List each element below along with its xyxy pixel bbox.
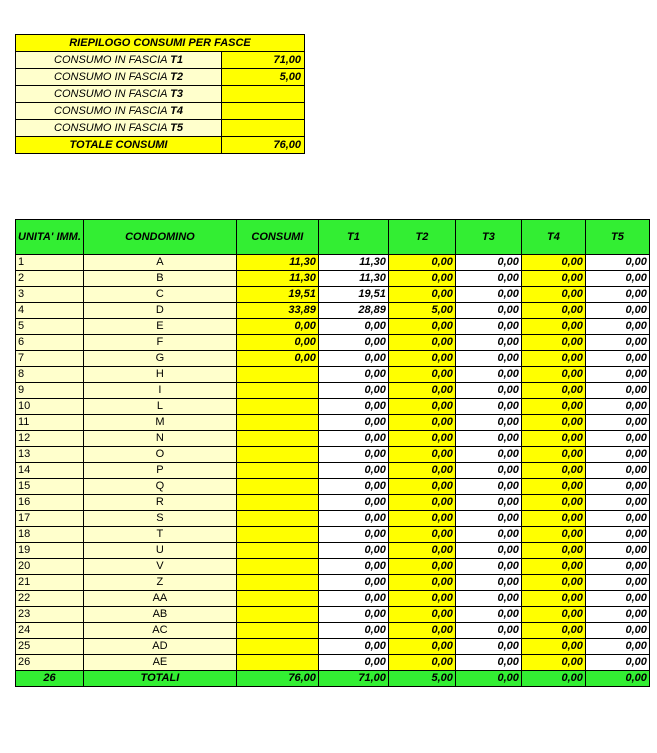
cell-t2[interactable]: 0,00 — [388, 575, 455, 591]
cell-t5[interactable]: 0,00 — [585, 511, 649, 527]
cell-t2[interactable]: 0,00 — [388, 543, 455, 559]
cell-t4[interactable]: 0,00 — [521, 319, 585, 335]
cell-t3[interactable]: 0,00 — [455, 383, 521, 399]
cell-unit[interactable]: 21 — [16, 575, 84, 591]
cell-condomino[interactable]: D — [83, 303, 236, 319]
cell-t4[interactable]: 0,00 — [521, 511, 585, 527]
cell-unit[interactable]: 9 — [16, 383, 84, 399]
cell-t3[interactable]: 0,00 — [455, 575, 521, 591]
cell-unit[interactable]: 3 — [16, 287, 84, 303]
summary-label[interactable]: CONSUMO IN FASCIA T3 — [16, 86, 222, 103]
cell-consumi[interactable] — [236, 447, 318, 463]
cell-t4[interactable]: 0,00 — [521, 431, 585, 447]
cell-consumi[interactable] — [236, 655, 318, 671]
cell-unit[interactable]: 1 — [16, 255, 84, 271]
totals-t4[interactable]: 0,00 — [521, 671, 585, 687]
cell-t1[interactable]: 0,00 — [318, 639, 388, 655]
cell-consumi[interactable]: 19,51 — [236, 287, 318, 303]
cell-t1[interactable]: 0,00 — [318, 431, 388, 447]
cell-t4[interactable]: 0,00 — [521, 575, 585, 591]
cell-t4[interactable]: 0,00 — [521, 383, 585, 399]
cell-t1[interactable]: 0,00 — [318, 479, 388, 495]
summary-row — [16, 86, 305, 103]
summary-label[interactable]: CONSUMO IN FASCIA T4 — [16, 103, 222, 120]
cell-condomino[interactable]: G — [83, 351, 236, 367]
cell-t1[interactable]: 0,00 — [318, 383, 388, 399]
cell-t5[interactable]: 0,00 — [585, 383, 649, 399]
totals-consumi[interactable]: 76,00 — [236, 671, 318, 687]
cell-condomino[interactable]: AD — [83, 639, 236, 655]
summary-row — [16, 120, 305, 137]
table-row — [16, 559, 650, 575]
header-row — [16, 220, 650, 255]
cell-t5[interactable]: 0,00 — [585, 479, 649, 495]
header-t5[interactable]: T5 — [585, 220, 649, 255]
cell-unit[interactable]: 8 — [16, 367, 84, 383]
table-row — [16, 463, 650, 479]
cell-t3[interactable]: 0,00 — [455, 543, 521, 559]
cell-t5[interactable]: 0,00 — [585, 415, 649, 431]
cell-unit[interactable]: 23 — [16, 607, 84, 623]
cell-t3[interactable]: 0,00 — [455, 511, 521, 527]
table-row — [16, 639, 650, 655]
totals-row — [16, 671, 650, 687]
cell-t4[interactable]: 0,00 — [521, 559, 585, 575]
cell-t4[interactable]: 0,00 — [521, 655, 585, 671]
table-row — [16, 431, 650, 447]
cell-consumi[interactable] — [236, 575, 318, 591]
cell-unit[interactable]: 4 — [16, 303, 84, 319]
table-row — [16, 399, 650, 415]
cell-condomino[interactable]: AE — [83, 655, 236, 671]
cell-t5[interactable]: 0,00 — [585, 655, 649, 671]
cell-t3[interactable]: 0,00 — [455, 623, 521, 639]
cell-t2[interactable]: 0,00 — [388, 511, 455, 527]
cell-condomino[interactable]: E — [83, 319, 236, 335]
cell-t3[interactable]: 0,00 — [455, 639, 521, 655]
cell-condomino[interactable]: T — [83, 527, 236, 543]
cell-t1[interactable]: 0,00 — [318, 335, 388, 351]
summary-label[interactable]: CONSUMO IN FASCIA T5 — [16, 120, 222, 137]
cell-t5[interactable]: 0,00 — [585, 623, 649, 639]
summary-table — [15, 34, 305, 154]
cell-t1[interactable]: 0,00 — [318, 623, 388, 639]
cell-t4[interactable]: 0,00 — [521, 607, 585, 623]
cell-unit[interactable]: 26 — [16, 655, 84, 671]
cell-t4[interactable]: 0,00 — [521, 639, 585, 655]
cell-t5[interactable]: 0,00 — [585, 575, 649, 591]
cell-t4[interactable]: 0,00 — [521, 271, 585, 287]
cell-unit[interactable]: 11 — [16, 415, 84, 431]
cell-t3[interactable]: 0,00 — [455, 431, 521, 447]
cell-t5[interactable]: 0,00 — [585, 319, 649, 335]
cell-unit[interactable]: 17 — [16, 511, 84, 527]
cell-unit[interactable]: 10 — [16, 399, 84, 415]
header-condomino[interactable]: CONDOMINO — [83, 220, 236, 255]
cell-t2[interactable]: 0,00 — [388, 431, 455, 447]
cell-consumi[interactable]: 33,89 — [236, 303, 318, 319]
cell-t5[interactable]: 0,00 — [585, 591, 649, 607]
cell-t5[interactable]: 0,00 — [585, 543, 649, 559]
cell-t3[interactable]: 0,00 — [455, 319, 521, 335]
cell-condomino[interactable]: AB — [83, 607, 236, 623]
summary-value[interactable] — [222, 103, 305, 120]
cell-t1[interactable]: 0,00 — [318, 607, 388, 623]
cell-t2[interactable]: 0,00 — [388, 287, 455, 303]
cell-t2[interactable]: 0,00 — [388, 495, 455, 511]
cell-t2[interactable]: 0,00 — [388, 255, 455, 271]
cell-t2[interactable]: 0,00 — [388, 367, 455, 383]
cell-condomino[interactable]: I — [83, 383, 236, 399]
cell-t3[interactable]: 0,00 — [455, 335, 521, 351]
cell-t2[interactable]: 0,00 — [388, 351, 455, 367]
cell-unit[interactable]: 22 — [16, 591, 84, 607]
totals-t1[interactable]: 71,00 — [318, 671, 388, 687]
cell-t5[interactable]: 0,00 — [585, 287, 649, 303]
cell-t1[interactable]: 0,00 — [318, 367, 388, 383]
cell-consumi[interactable] — [236, 559, 318, 575]
cell-t1[interactable]: 0,00 — [318, 655, 388, 671]
cell-t2[interactable]: 5,00 — [388, 303, 455, 319]
cell-t2[interactable]: 0,00 — [388, 383, 455, 399]
cell-consumi[interactable] — [236, 415, 318, 431]
cell-t1[interactable]: 0,00 — [318, 415, 388, 431]
cell-t3[interactable]: 0,00 — [455, 527, 521, 543]
summary-row — [16, 52, 305, 69]
summary-total-value[interactable]: 76,00 — [222, 137, 305, 154]
table-row — [16, 351, 650, 367]
cell-t4[interactable]: 0,00 — [521, 415, 585, 431]
cell-condomino[interactable]: R — [83, 495, 236, 511]
cell-condomino[interactable]: N — [83, 431, 236, 447]
cell-t2[interactable]: 0,00 — [388, 639, 455, 655]
table-row — [16, 287, 650, 303]
table-row — [16, 575, 650, 591]
cell-t1[interactable]: 0,00 — [318, 543, 388, 559]
cell-t2[interactable]: 0,00 — [388, 319, 455, 335]
cell-t5[interactable]: 0,00 — [585, 607, 649, 623]
table-row — [16, 447, 650, 463]
fascia-code: T3 — [170, 88, 183, 100]
cell-t2[interactable]: 0,00 — [388, 655, 455, 671]
cell-t3[interactable]: 0,00 — [455, 367, 521, 383]
cell-unit[interactable]: 5 — [16, 319, 84, 335]
cell-condomino[interactable]: AC — [83, 623, 236, 639]
summary-value[interactable]: 5,00 — [222, 69, 305, 86]
cell-t1[interactable]: 19,51 — [318, 287, 388, 303]
cell-t3[interactable]: 0,00 — [455, 399, 521, 415]
table-row — [16, 367, 650, 383]
totals-label[interactable]: TOTALI — [83, 671, 236, 687]
cell-t3[interactable]: 0,00 — [455, 303, 521, 319]
cell-t2[interactable]: 0,00 — [388, 415, 455, 431]
cell-t1[interactable]: 0,00 — [318, 591, 388, 607]
cell-condomino[interactable]: V — [83, 559, 236, 575]
cell-t4[interactable]: 0,00 — [521, 543, 585, 559]
cell-t1[interactable]: 0,00 — [318, 495, 388, 511]
totals-t2[interactable]: 5,00 — [388, 671, 455, 687]
cell-t2[interactable]: 0,00 — [388, 607, 455, 623]
cell-t5[interactable]: 0,00 — [585, 447, 649, 463]
cell-t2[interactable]: 0,00 — [388, 623, 455, 639]
summary-label[interactable]: CONSUMO IN FASCIA T1 — [16, 52, 222, 69]
cell-t2[interactable]: 0,00 — [388, 463, 455, 479]
cell-consumi[interactable]: 0,00 — [236, 335, 318, 351]
cell-consumi[interactable]: 11,30 — [236, 255, 318, 271]
cell-t3[interactable]: 0,00 — [455, 591, 521, 607]
cell-t5[interactable]: 0,00 — [585, 639, 649, 655]
cell-t1[interactable]: 28,89 — [318, 303, 388, 319]
cell-t2[interactable]: 0,00 — [388, 399, 455, 415]
cell-condomino[interactable]: H — [83, 367, 236, 383]
cell-t5[interactable]: 0,00 — [585, 367, 649, 383]
totals-unit[interactable]: 26 — [16, 671, 84, 687]
cell-condomino[interactable]: F — [83, 335, 236, 351]
cell-t1[interactable]: 0,00 — [318, 511, 388, 527]
cell-t5[interactable]: 0,00 — [585, 303, 649, 319]
fascia-code: T1 — [170, 54, 183, 66]
cell-t5[interactable]: 0,00 — [585, 351, 649, 367]
cell-t1[interactable]: 0,00 — [318, 319, 388, 335]
cell-unit[interactable]: 25 — [16, 639, 84, 655]
cell-condomino[interactable]: M — [83, 415, 236, 431]
cell-t4[interactable]: 0,00 — [521, 287, 585, 303]
table-row — [16, 335, 650, 351]
cell-unit[interactable]: 19 — [16, 543, 84, 559]
table-row — [16, 303, 650, 319]
cell-unit[interactable]: 2 — [16, 271, 84, 287]
cell-unit[interactable]: 12 — [16, 431, 84, 447]
cell-t5[interactable]: 0,00 — [585, 271, 649, 287]
table-row — [16, 255, 650, 271]
cell-t2[interactable]: 0,00 — [388, 271, 455, 287]
cell-consumi[interactable] — [236, 495, 318, 511]
cell-condomino[interactable]: S — [83, 511, 236, 527]
cell-t4[interactable]: 0,00 — [521, 527, 585, 543]
table-row — [16, 591, 650, 607]
cell-condomino[interactable]: AA — [83, 591, 236, 607]
table-row — [16, 415, 650, 431]
cell-condomino[interactable]: Z — [83, 575, 236, 591]
cell-consumi[interactable] — [236, 431, 318, 447]
cell-consumi[interactable] — [236, 591, 318, 607]
cell-t3[interactable]: 0,00 — [455, 559, 521, 575]
cell-t3[interactable]: 0,00 — [455, 415, 521, 431]
cell-t2[interactable]: 0,00 — [388, 479, 455, 495]
cell-t3[interactable]: 0,00 — [455, 607, 521, 623]
header-t1[interactable]: T1 — [318, 220, 388, 255]
cell-t1[interactable]: 11,30 — [318, 255, 388, 271]
summary-value[interactable] — [222, 120, 305, 137]
cell-t4[interactable]: 0,00 — [521, 335, 585, 351]
summary-value[interactable]: 71,00 — [222, 52, 305, 69]
cell-t3[interactable]: 0,00 — [455, 447, 521, 463]
cell-unit[interactable]: 7 — [16, 351, 84, 367]
header-consumi[interactable]: CONSUMI — [236, 220, 318, 255]
cell-consumi[interactable]: 11,30 — [236, 271, 318, 287]
cell-t4[interactable]: 0,00 — [521, 495, 585, 511]
cell-unit[interactable]: 15 — [16, 479, 84, 495]
table-row — [16, 623, 650, 639]
cell-condomino[interactable]: A — [83, 255, 236, 271]
table-row — [16, 527, 650, 543]
cell-t5[interactable]: 0,00 — [585, 463, 649, 479]
cell-t1[interactable]: 0,00 — [318, 575, 388, 591]
cell-t4[interactable]: 0,00 — [521, 479, 585, 495]
table-row — [16, 543, 650, 559]
summary-total-row — [16, 137, 305, 154]
cell-condomino[interactable]: Q — [83, 479, 236, 495]
summary-total-label[interactable]: TOTALE CONSUMI — [16, 137, 222, 154]
summary-row — [16, 103, 305, 120]
cell-t5[interactable]: 0,00 — [585, 431, 649, 447]
cell-unit[interactable]: 18 — [16, 527, 84, 543]
cell-t3[interactable]: 0,00 — [455, 479, 521, 495]
cell-t5[interactable]: 0,00 — [585, 527, 649, 543]
cell-t2[interactable]: 0,00 — [388, 447, 455, 463]
cell-t2[interactable]: 0,00 — [388, 335, 455, 351]
table-row — [16, 479, 650, 495]
cell-unit[interactable]: 20 — [16, 559, 84, 575]
cell-consumi[interactable] — [236, 367, 318, 383]
cell-t4[interactable]: 0,00 — [521, 303, 585, 319]
summary-label[interactable]: CONSUMO IN FASCIA T2 — [16, 69, 222, 86]
cell-condomino[interactable]: P — [83, 463, 236, 479]
header-unit[interactable]: UNITA' IMM. — [16, 220, 84, 255]
cell-t3[interactable]: 0,00 — [455, 495, 521, 511]
cell-t2[interactable]: 0,00 — [388, 559, 455, 575]
table-row — [16, 495, 650, 511]
summary-title: RIEPILOGO CONSUMI PER FASCE — [16, 35, 305, 52]
cell-consumi[interactable] — [236, 639, 318, 655]
cell-consumi[interactable] — [236, 527, 318, 543]
cell-t5[interactable]: 0,00 — [585, 559, 649, 575]
cell-t5[interactable]: 0,00 — [585, 399, 649, 415]
cell-t3[interactable]: 0,00 — [455, 351, 521, 367]
cell-t1[interactable]: 0,00 — [318, 351, 388, 367]
cell-t4[interactable]: 0,00 — [521, 591, 585, 607]
cell-condomino[interactable]: C — [83, 287, 236, 303]
cell-t3[interactable]: 0,00 — [455, 287, 521, 303]
cell-consumi[interactable] — [236, 607, 318, 623]
cell-unit[interactable]: 6 — [16, 335, 84, 351]
cell-t5[interactable]: 0,00 — [585, 495, 649, 511]
cell-t2[interactable]: 0,00 — [388, 527, 455, 543]
cell-unit[interactable]: 16 — [16, 495, 84, 511]
cell-consumi[interactable]: 0,00 — [236, 319, 318, 335]
table-row — [16, 511, 650, 527]
cell-t4[interactable]: 0,00 — [521, 463, 585, 479]
cell-t3[interactable]: 0,00 — [455, 271, 521, 287]
cell-t4[interactable]: 0,00 — [521, 399, 585, 415]
cell-condomino[interactable]: O — [83, 447, 236, 463]
cell-t4[interactable]: 0,00 — [521, 351, 585, 367]
cell-t4[interactable]: 0,00 — [521, 255, 585, 271]
header-t3[interactable]: T3 — [455, 220, 521, 255]
cell-consumi[interactable] — [236, 383, 318, 399]
cell-consumi[interactable] — [236, 511, 318, 527]
cell-unit[interactable]: 14 — [16, 463, 84, 479]
summary-row — [16, 69, 305, 86]
cell-t4[interactable]: 0,00 — [521, 623, 585, 639]
fascia-code: T5 — [170, 122, 183, 134]
cell-t1[interactable]: 0,00 — [318, 527, 388, 543]
summary-value[interactable] — [222, 86, 305, 103]
table-row — [16, 655, 650, 671]
cell-consumi[interactable] — [236, 543, 318, 559]
header-t2[interactable]: T2 — [388, 220, 455, 255]
cell-t3[interactable]: 0,00 — [455, 655, 521, 671]
consumi-table — [15, 219, 650, 687]
cell-t1[interactable]: 11,30 — [318, 271, 388, 287]
table-row — [16, 607, 650, 623]
cell-t5[interactable]: 0,00 — [585, 255, 649, 271]
table-row — [16, 271, 650, 287]
cell-t3[interactable]: 0,00 — [455, 463, 521, 479]
cell-t1[interactable]: 0,00 — [318, 399, 388, 415]
cell-condomino[interactable]: B — [83, 271, 236, 287]
cell-consumi[interactable]: 0,00 — [236, 351, 318, 367]
cell-consumi[interactable] — [236, 479, 318, 495]
table-body — [16, 255, 650, 671]
cell-t2[interactable]: 0,00 — [388, 591, 455, 607]
cell-consumi[interactable] — [236, 463, 318, 479]
fascia-code: T2 — [170, 71, 183, 83]
cell-condomino[interactable]: U — [83, 543, 236, 559]
cell-t1[interactable]: 0,00 — [318, 447, 388, 463]
cell-t4[interactable]: 0,00 — [521, 367, 585, 383]
cell-consumi[interactable] — [236, 623, 318, 639]
cell-t4[interactable]: 0,00 — [521, 447, 585, 463]
table-row — [16, 383, 650, 399]
cell-t5[interactable]: 0,00 — [585, 335, 649, 351]
totals-t5[interactable]: 0,00 — [585, 671, 649, 687]
fascia-code: T4 — [170, 105, 183, 117]
cell-consumi[interactable] — [236, 399, 318, 415]
cell-condomino[interactable]: L — [83, 399, 236, 415]
cell-t1[interactable]: 0,00 — [318, 463, 388, 479]
cell-unit[interactable]: 24 — [16, 623, 84, 639]
cell-unit[interactable]: 13 — [16, 447, 84, 463]
cell-t1[interactable]: 0,00 — [318, 559, 388, 575]
cell-t3[interactable]: 0,00 — [455, 255, 521, 271]
table-row — [16, 319, 650, 335]
totals-t3[interactable]: 0,00 — [455, 671, 521, 687]
header-t4[interactable]: T4 — [521, 220, 585, 255]
